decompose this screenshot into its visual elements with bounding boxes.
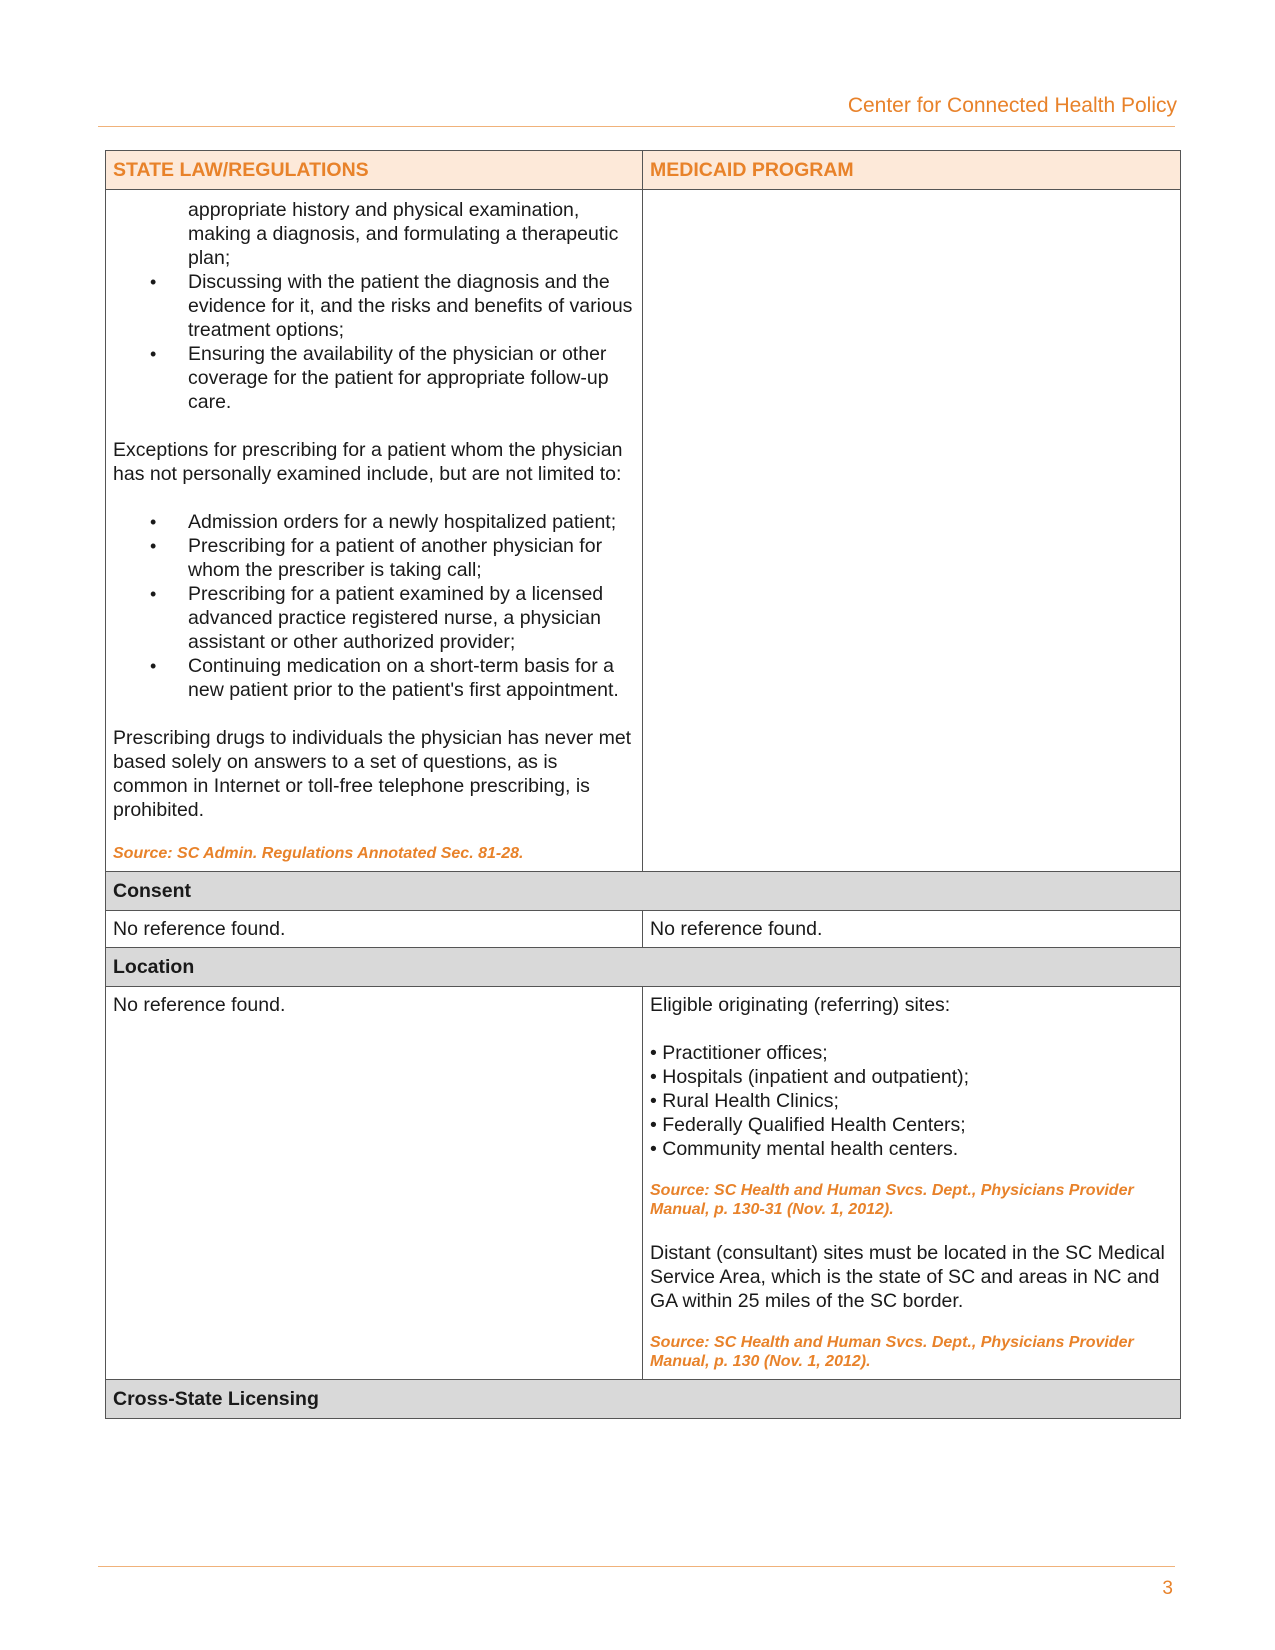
header-title: Center for Connected Health Policy xyxy=(847,94,1177,117)
table-header-row xyxy=(106,151,1181,190)
list-item: • Prescribing for a patient of another physician for whom the prescriber is taking call; xyxy=(188,534,635,582)
list-item: • Hospitals (inpatient and outpatient); xyxy=(650,1066,970,1088)
section-row-cross-state-licensing xyxy=(106,1380,1181,1419)
table-row xyxy=(106,911,1181,948)
footer-divider xyxy=(98,1566,1175,1567)
list-item: • Practitioner offices; xyxy=(650,1042,828,1064)
section-row-location xyxy=(106,948,1181,987)
state-law-cell: No reference found. xyxy=(106,911,643,948)
continued-text: appropriate history and physical examination, making a diagnosis, and formulating a therapeutic plan; xyxy=(188,199,619,269)
header-divider xyxy=(98,126,1175,127)
medicaid-cell xyxy=(643,190,1181,872)
column-header-medicaid: MEDICAID PROGRAM xyxy=(643,151,1181,190)
table-row xyxy=(106,987,1181,1380)
source-citation: Source: SC Health and Human Svcs. Dept., Physicians Provider Manual, p. 130-31 (Nov. 1, 2012). xyxy=(650,1182,1134,1218)
originating-sites-list xyxy=(650,1041,1173,1161)
distant-sites-text: Distant (consultant) sites must be located in the SC Medical Service Area, which is the state of SC and areas in NC and GA within 25 miles of the SC border. xyxy=(650,1242,1165,1312)
section-label: Cross-State Licensing xyxy=(106,1380,1181,1419)
source-citation: Source: SC Admin. Regulations Annotated Sec. 81-28. xyxy=(113,845,524,862)
table-row xyxy=(106,190,1181,872)
exceptions-list xyxy=(113,510,635,702)
column-header-state-law: STATE LAW/REGULATIONS xyxy=(106,151,643,190)
state-law-cell: No reference found. xyxy=(106,987,643,1380)
list-item: • Rural Health Clinics; xyxy=(650,1090,839,1112)
state-law-cell xyxy=(106,190,643,872)
list-item: • Admission orders for a newly hospitalized patient; xyxy=(188,510,635,534)
originating-sites-intro: Eligible originating (referring) sites: xyxy=(650,994,951,1016)
list-item: • Discussing with the patient the diagnosis and the evidence for it, and the risks and benefits of various treatment options; xyxy=(188,270,635,342)
section-row-consent xyxy=(106,872,1181,911)
medicaid-cell: No reference found. xyxy=(643,911,1181,948)
section-label: Location xyxy=(106,948,1181,987)
list-item: • Federally Qualified Health Centers; xyxy=(650,1114,966,1136)
list-item: • Continuing medication on a short-term basis for a new patient prior to the patient's first appointment. xyxy=(188,654,635,702)
prohibition-text: Prescribing drugs to individuals the physician has never met based solely on answers to a set of questions, as is common in Internet or toll-free telephone prescribing, is prohibited. xyxy=(113,727,632,821)
medicaid-cell xyxy=(643,987,1181,1380)
requirements-list xyxy=(113,270,635,414)
source-citation: Source: SC Health and Human Svcs. Dept., Physicians Provider Manual, p. 130 (Nov. 1, 2012). xyxy=(650,1334,1134,1370)
list-item: • Ensuring the availability of the physician or other coverage for the patient for appropriate follow-up care. xyxy=(188,342,635,414)
policy-table xyxy=(105,150,1181,1419)
list-item: • Prescribing for a patient examined by a licensed advanced practice registered nurse, a physician assistant or other authorized provider; xyxy=(188,582,635,654)
exceptions-intro: Exceptions for prescribing for a patient whom the physician has not personally examined include, but are not limited to: xyxy=(113,439,623,485)
list-item: • Community mental health centers. xyxy=(650,1138,959,1160)
page-number: 3 xyxy=(1162,1578,1173,1599)
section-label: Consent xyxy=(106,872,1181,911)
